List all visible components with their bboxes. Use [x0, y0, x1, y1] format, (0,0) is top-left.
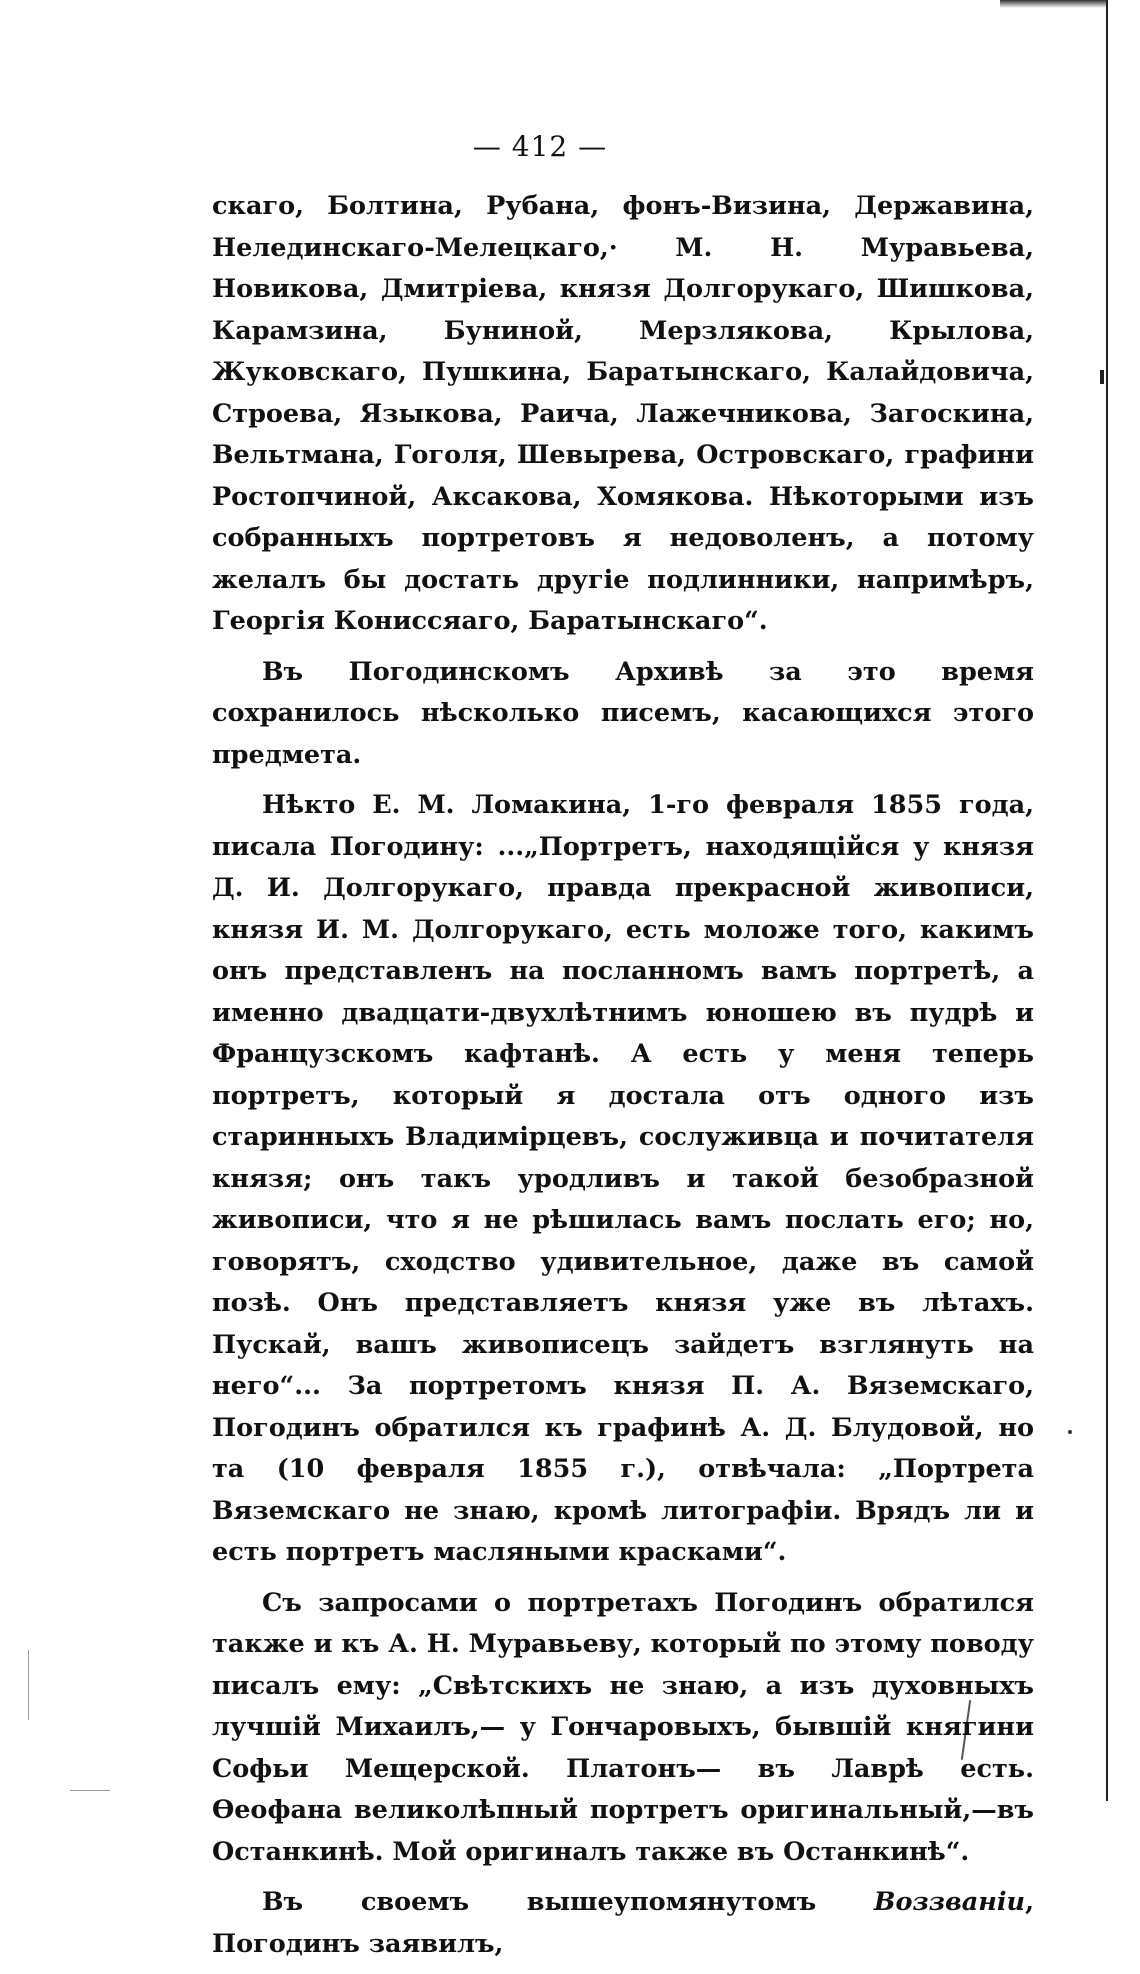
paragraph: Съ запросами о портретахъ Погодинъ обратился также и къ А. Н. Муравьеву, который по этому поводу писалъ ему: „Свѣтскихъ не знаю, а изъ духовныхъ лучшій Михаилъ,— у Гончаровыхъ, бывшій княгини Софьи Мещерской. Платонъ— въ Лаврѣ есть. Ѳеофана великолѣпный портретъ оригинальный,—въ Останкинѣ. Мой оригиналъ также въ Останкинѣ“.	[212, 1587, 1034, 1867]
paragraph: Въ Погодинскомъ Архивѣ за это время сохранилось нѣсколько писемъ, касающихся этого предмета.	[212, 656, 1034, 770]
paragraph	[212, 1882, 1034, 1965]
paragraph: скаго, Болтина, Рубана, фонъ-Визина, Державина, Нелединскаго-Мелецкаго,· М. Н. Муравьева, Новикова, Дмитріева, князя Долгорукаго, Шишкова, Карамзина, Буниной, Мерзлякова, Крылова, Жуковскаго, Пушкина, Баратынскаго, Калайдовича, Строева, Языкова, Раича, Лажечникова, Загоскина, Вельтмана, Гоголя, Шевырева, Островскаго, графини Ростопчиной, Аксакова, Хомякова. Нѣкоторыми изъ собранныхъ портретовъ я недоволенъ, а потому желалъ бы достать другіе подлинники, напримѣръ, Георгія Кониссяаго, Баратынскаго“.	[212, 191, 1034, 636]
italic-title: Воззваніи	[873, 1887, 1026, 1917]
body-text	[212, 186, 1034, 1974]
paragraph-text: , Погодинъ заявилъ,	[212, 1887, 1034, 1959]
scan-smudge	[1000, 0, 1106, 8]
scan-mark	[1100, 370, 1104, 384]
paragraph-text: Въ своемъ вышеупомянутомъ	[262, 1887, 874, 1917]
page-number: — 412 —	[472, 130, 608, 163]
scan-dot	[1068, 1430, 1072, 1434]
scan-page-edge	[1106, 0, 1108, 1801]
scan-mark-bottom	[70, 1790, 110, 1791]
paragraph: Нѣкто Е. М. Ломакина, 1-го февраля 1855 года, писала Погодину: ...„Портретъ, находящійся у князя Д. И. Долгорукаго, правда прекрасной живописи, князя И. М. Долгорукаго, есть моложе того, какимъ онъ представленъ на посланномъ вамъ портретѣ, а именно двадцати-двухлѣтнимъ юношею въ пудрѣ и Французскомъ кафтанѣ. А есть у меня теперь портретъ, который я достала отъ одного изъ старинныхъ Владимірцевъ, сослуживца и почитателя князя; онъ такъ уродливъ и такой безобразной живописи, что я не рѣшилась вамъ послать его; но, говорятъ, сходство удивительное, даже въ самой позѣ. Онъ представляетъ князя уже въ лѣтахъ. Пускай, вашъ живописецъ зайдетъ взглянуть на него“... За портретомъ князя П. А. Вяземскаго, Погодинъ обратился къ графинѣ А. Д. Блудовой, но та (10 февраля 1855 г.), отвѣчала: „Портрета Вяземскаго не знаю, кромѣ литографіи. Врядъ ли и есть портретъ масляными красками“.	[212, 790, 1034, 1567]
scan-mark-left	[28, 1650, 29, 1720]
